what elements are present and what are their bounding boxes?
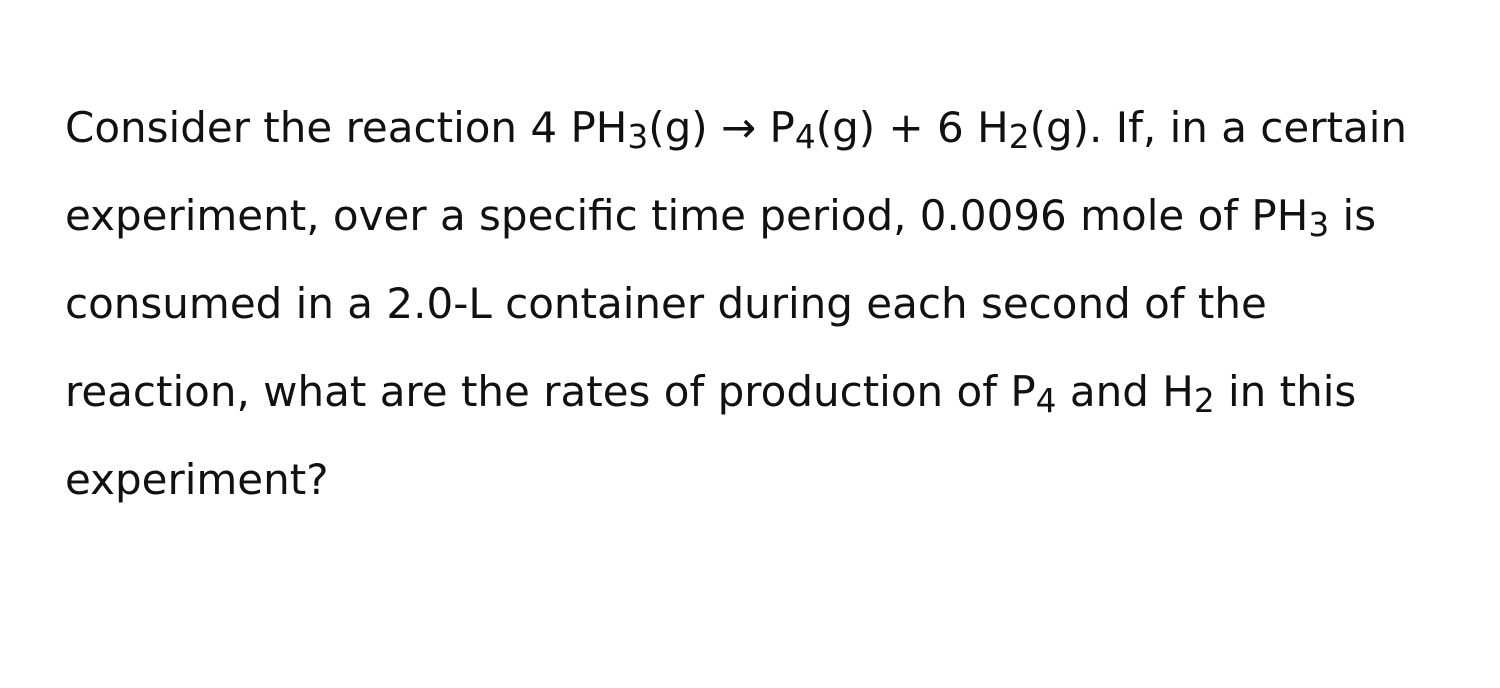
question-text-part: Consider the reaction 4 PH [65,103,628,152]
question-text-part: in this experiment? [65,367,1357,504]
subscript: 4 [1035,381,1057,420]
question-text-part: and H [1056,367,1194,416]
question-text-part: (g). If, in a certain experiment, over a specific time period, 0.0096 mole of PH [65,103,1407,240]
question-text [65,84,1455,524]
question-text-part: (g) + 6 H [815,103,1009,152]
subscript: 2 [1008,117,1030,156]
question-text-part: (g) → P [648,103,795,152]
subscript: 4 [794,117,816,156]
question-text-part: is consumed in a 2.0-L container during each second of the reaction, what are the rates of production of P [65,191,1377,416]
subscript: 3 [1308,205,1330,244]
subscript: 3 [627,117,649,156]
subscript: 2 [1193,381,1215,420]
